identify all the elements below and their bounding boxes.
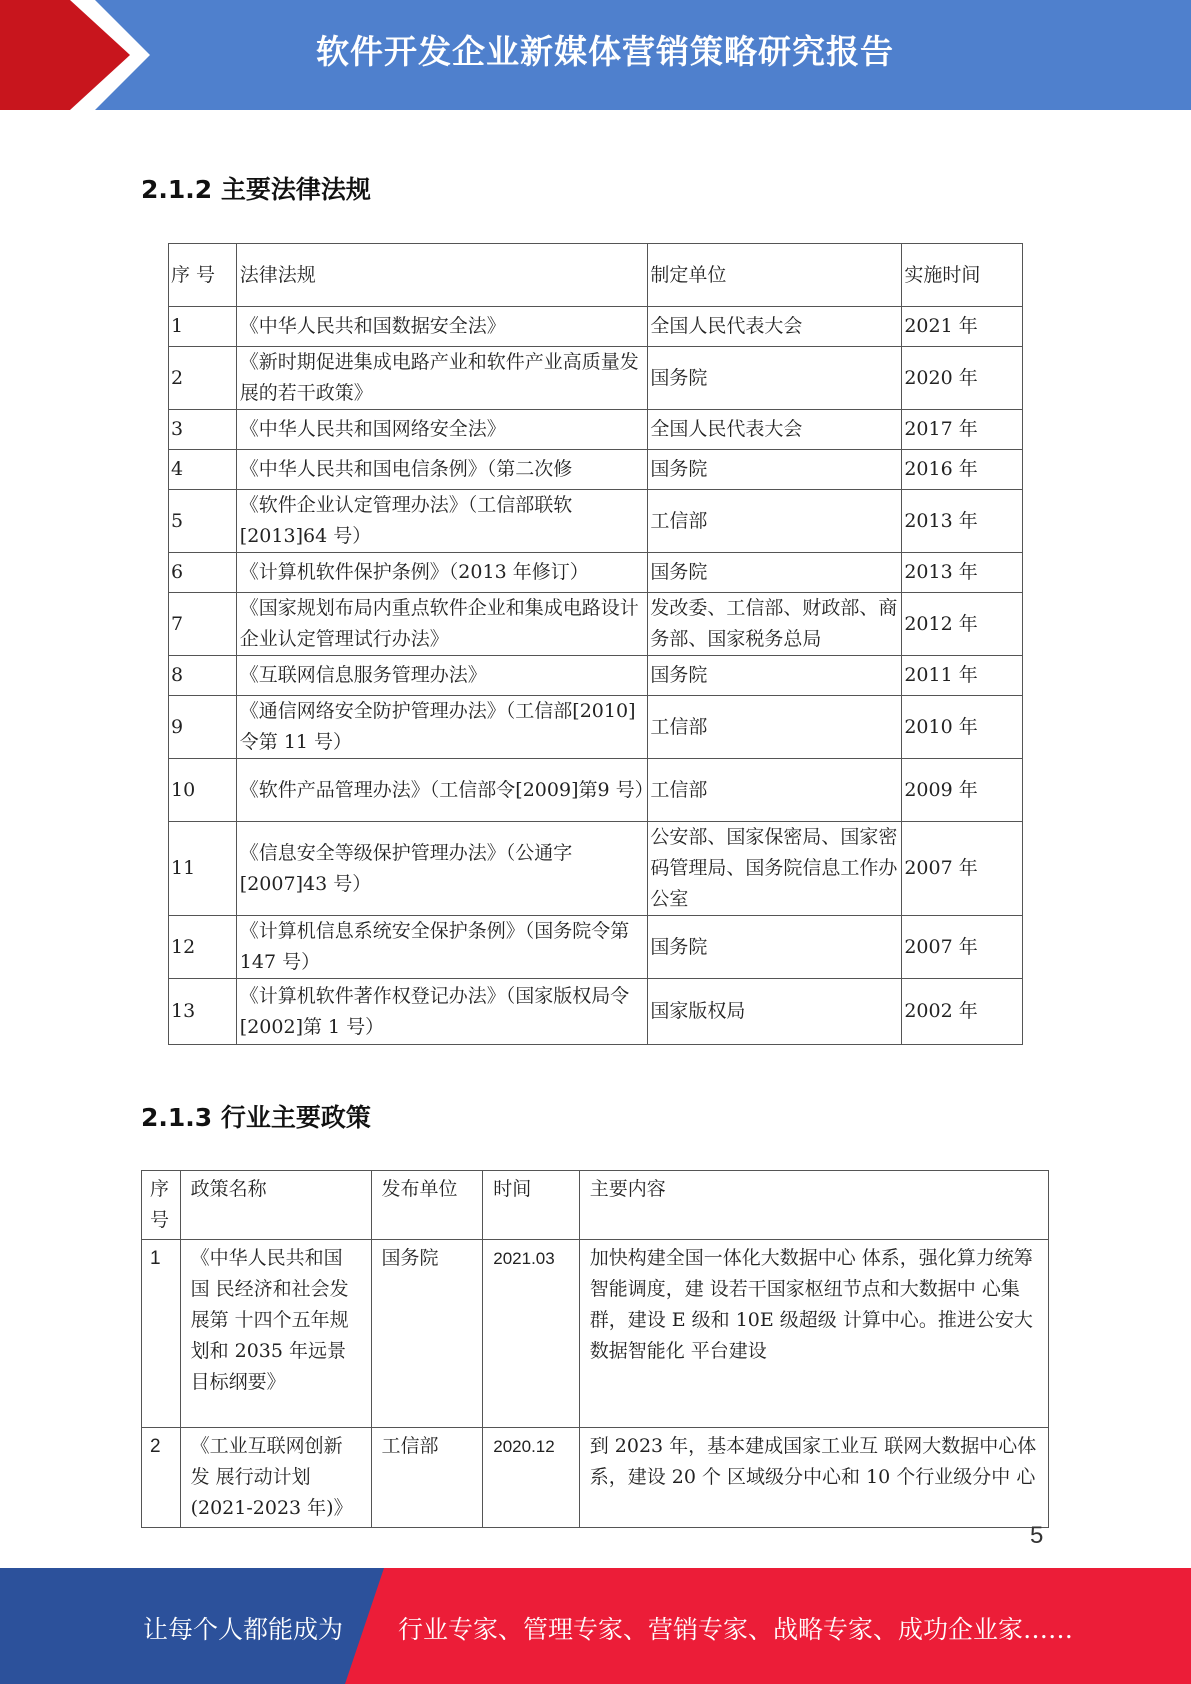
law-row-name: 《计算机软件保护条例》（2013 年修订） [236,553,648,593]
law-row-index: 8 [169,656,237,696]
law-row-index: 11 [169,822,237,916]
law-row-year: 2010 年 [902,696,1023,759]
law-row-name: 《计算机信息系统安全保护条例》（国务院令第 147 号） [236,916,648,979]
law-row-index: 7 [169,593,237,656]
policy-row-publisher: 国务院 [371,1240,483,1428]
law-table-row [169,759,1023,822]
header-banner [0,0,1191,110]
law-header-unit: 制定单位 [648,244,902,307]
law-row-year: 2017 年 [902,410,1023,450]
policy-header-content: 主要内容 [579,1171,1048,1240]
policy-row-name: 《工业互联网创新发 展行动计划(2021-2023 年)》 [180,1428,371,1528]
footer-slogan-left: 让每个人都能成为 [143,1615,344,1644]
policy-row-index: 2 [142,1428,181,1528]
law-row-index: 13 [169,979,237,1045]
policy-header-name: 政策名称 [180,1171,371,1240]
policy-table [141,1170,1049,1528]
footer-banner [0,1568,1191,1684]
policy-row-index: 1 [142,1240,181,1428]
law-row-unit: 国务院 [648,656,902,696]
policy-header-time: 时间 [483,1171,579,1240]
law-row-unit: 全国人民代表大会 [648,410,902,450]
law-row-name: 《通信网络安全防护管理办法》（工信部[2010]令第 11 号） [236,696,648,759]
law-row-year: 2007 年 [902,916,1023,979]
law-table-row [169,450,1023,490]
law-row-unit: 国务院 [648,916,902,979]
law-table-header-row [169,244,1023,307]
law-row-index: 6 [169,553,237,593]
law-row-name: 《国家规划布局内重点软件企业和集成电路设计企业认定管理试行办法》 [236,593,648,656]
law-table-row [169,593,1023,656]
law-row-unit: 全国人民代表大会 [648,307,902,347]
law-row-year: 2020 年 [902,347,1023,410]
law-row-index: 10 [169,759,237,822]
law-row-unit: 国务院 [648,347,902,410]
law-table-row [169,916,1023,979]
law-row-name: 《互联网信息服务管理办法》 [236,656,648,696]
policy-table-row [142,1240,1049,1428]
law-table-row [169,307,1023,347]
law-header-name: 法律法规 [236,244,648,307]
law-row-unit: 工信部 [648,696,902,759]
law-row-year: 2009 年 [902,759,1023,822]
law-row-index: 1 [169,307,237,347]
law-row-name: 《软件产品管理办法》（工信部令[2009]第9 号） [236,759,648,822]
policy-header-index: 序号 [142,1171,181,1240]
law-row-name: 《中华人民共和国数据安全法》 [236,307,648,347]
report-title: 软件开发企业新媒体营销策略研究报告 [316,32,894,71]
law-table [168,243,1023,1045]
law-row-year: 2016 年 [902,450,1023,490]
law-table-row [169,347,1023,410]
law-row-unit: 国务院 [648,450,902,490]
law-row-unit: 工信部 [648,759,902,822]
policy-row-name: 《中华人民共和国国 民经济和社会发展第 十四个五年规划和 2035 年远景目标纲要》 [180,1240,371,1428]
policy-row-content: 到 2023 年，基本建成国家工业互 联网大数据中心体系，建设 20 个 区域级分中心和 10 个行业级分中 心 [579,1428,1048,1528]
law-row-unit: 公安部、国家保密局、国家密码管理局、国务院信息工作办公室 [648,822,902,916]
law-row-name: 《中华人民共和国电信条例》（第二次修 [236,450,648,490]
section-heading-laws: 2.1.2 主要法律法规 [141,175,371,204]
law-row-unit: 国务院 [648,553,902,593]
law-table-row [169,656,1023,696]
law-table-row [169,490,1023,553]
law-row-index: 9 [169,696,237,759]
law-table-row [169,410,1023,450]
law-row-index: 12 [169,916,237,979]
law-table-row [169,979,1023,1045]
policy-header-publisher: 发布单位 [371,1171,483,1240]
law-row-index: 5 [169,490,237,553]
law-header-index: 序 号 [169,244,237,307]
law-row-year: 2002 年 [902,979,1023,1045]
law-table-row [169,553,1023,593]
law-row-name: 《计算机软件著作权登记办法》（国家版权局令[2002]第 1 号） [236,979,648,1045]
law-table-row [169,822,1023,916]
law-row-year: 2011 年 [902,656,1023,696]
law-row-name: 《新时期促进集成电路产业和软件产业高质量发展的若干政策》 [236,347,648,410]
law-row-index: 3 [169,410,237,450]
law-header-year: 实施时间 [902,244,1023,307]
policy-table-row [142,1428,1049,1528]
law-row-year: 2013 年 [902,553,1023,593]
law-row-year: 2021 年 [902,307,1023,347]
law-row-year: 2007 年 [902,822,1023,916]
policy-row-time: 2021.03 [483,1240,579,1428]
policy-table-header-row [142,1171,1049,1240]
law-table-row [169,696,1023,759]
policy-row-time: 2020.12 [483,1428,579,1528]
law-row-index: 4 [169,450,237,490]
law-row-unit: 国家版权局 [648,979,902,1045]
law-row-year: 2013 年 [902,490,1023,553]
law-row-unit: 工信部 [648,490,902,553]
law-row-name: 《软件企业认定管理办法》（工信部联软[2013]64 号） [236,490,648,553]
law-row-year: 2012 年 [902,593,1023,656]
policy-row-publisher: 工信部 [371,1428,483,1528]
law-row-index: 2 [169,347,237,410]
section-heading-policies: 2.1.3 行业主要政策 [141,1103,371,1132]
law-row-name: 《中华人民共和国网络安全法》 [236,410,648,450]
law-row-name: 《信息安全等级保护管理办法》（公通字[2007]43 号） [236,822,648,916]
law-row-unit: 发改委、工信部、财政部、商务部、国家税务总局 [648,593,902,656]
footer-slogan-right: 行业专家、管理专家、营销专家、战略专家、成功企业家…… [398,1615,1074,1644]
page-number: 5 [1030,1522,1044,1549]
policy-row-content: 加快构建全国一体化大数据中心 体系，强化算力统筹智能调度，建 设若干国家枢纽节点和大数据中 心集群，建设 E 级和 10E 级超级 计算中心。推进公安大数据智能化 平台建设 [579,1240,1048,1428]
